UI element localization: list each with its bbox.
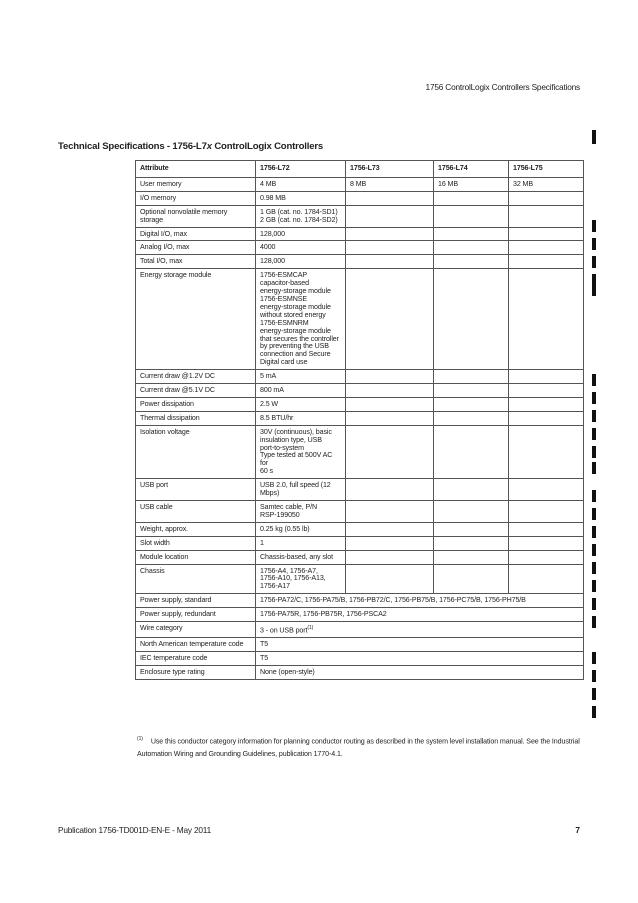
change-bar <box>592 220 596 232</box>
table-row <box>136 177 584 191</box>
row-attribute: Thermal dissipation <box>136 411 256 425</box>
row-value-v75 <box>509 191 584 205</box>
change-bar <box>592 392 596 404</box>
row-attribute: Power supply, standard <box>136 594 256 608</box>
row-value-text: T5 <box>260 640 269 649</box>
page-number: 7 <box>575 825 580 835</box>
row-value-v74 <box>434 501 509 523</box>
row-attribute: Module location <box>136 550 256 564</box>
header-l72: 1756-L72 <box>256 161 346 178</box>
row-value-v75 <box>509 522 584 536</box>
row-value-all <box>256 594 584 608</box>
row-value-v72: 0.25 kg (0.55 lb) <box>256 522 346 536</box>
row-value-text: 1756-PA75R, 1756-PB75R, 1756-PSCA2 <box>260 610 387 619</box>
table-header-row <box>136 161 584 178</box>
row-value-v73 <box>346 411 434 425</box>
row-value-v74 <box>434 191 509 205</box>
footnote <box>137 733 587 760</box>
row-attribute: IEC temperature code <box>136 652 256 666</box>
table-row <box>136 370 584 384</box>
table-row <box>136 666 584 680</box>
row-value-v75 <box>509 501 584 523</box>
change-bar <box>592 508 596 520</box>
row-value-v73 <box>346 191 434 205</box>
row-value-v73 <box>346 564 434 594</box>
row-value-v75 <box>509 241 584 255</box>
row-value-v74 <box>434 550 509 564</box>
table-row <box>136 550 584 564</box>
table-row <box>136 411 584 425</box>
table-row <box>136 522 584 536</box>
row-value-all <box>256 608 584 622</box>
row-attribute: Current draw @1.2V DC <box>136 370 256 384</box>
row-value-v72: Chassis-based, any slot <box>256 550 346 564</box>
change-bar <box>592 490 596 502</box>
row-attribute: Digital I/O, max <box>136 227 256 241</box>
change-bar <box>592 688 596 700</box>
specifications-table <box>135 160 584 680</box>
row-value-v75 <box>509 564 584 594</box>
row-value-v72: 8.5 BTU/hr <box>256 411 346 425</box>
row-value-v74 <box>434 205 509 227</box>
row-attribute: I/O memory <box>136 191 256 205</box>
row-value-v73 <box>346 384 434 398</box>
change-bar <box>592 446 596 458</box>
change-bar <box>592 598 596 610</box>
row-value-v75 <box>509 479 584 501</box>
row-value-v73 <box>346 550 434 564</box>
row-value-v74 <box>434 255 509 269</box>
running-header: 1756 ControlLogix Controllers Specifications <box>425 82 580 92</box>
row-value-v75 <box>509 384 584 398</box>
table-row <box>136 227 584 241</box>
row-value-v72: 128,000 <box>256 227 346 241</box>
row-value-v75: 32 MB <box>509 177 584 191</box>
row-value-v74 <box>434 564 509 594</box>
row-attribute: Isolation voltage <box>136 425 256 478</box>
row-value-v75 <box>509 205 584 227</box>
row-value-text: None (open-style) <box>260 668 315 677</box>
header-l75: 1756-L75 <box>509 161 584 178</box>
change-bar <box>592 374 596 386</box>
change-bar <box>592 284 596 296</box>
change-bar <box>592 462 596 474</box>
change-bar <box>592 256 596 268</box>
row-value-all <box>256 622 584 638</box>
row-attribute: Energy storage module <box>136 269 256 370</box>
row-value-v72: 1 GB (cat. no. 1784-SD1) 2 GB (cat. no. 1784-SD2) <box>256 205 346 227</box>
row-value-v74 <box>434 269 509 370</box>
table-row <box>136 241 584 255</box>
row-value-v72: 4 MB <box>256 177 346 191</box>
row-attribute: Weight, approx. <box>136 522 256 536</box>
row-value-v72: 4000 <box>256 241 346 255</box>
row-value-v74: 16 MB <box>434 177 509 191</box>
row-value-v73 <box>346 536 434 550</box>
header-l73: 1756-L73 <box>346 161 434 178</box>
row-value-v72: 1756-ESMCAP capacitor-based energy-storage module 1756-ESMNSE energy-storage module without stored energy 1756-ESMNRM energy-storage module that secures the controller by preventing the USB connection and Secure Digital card use <box>256 269 346 370</box>
table-row <box>136 594 584 608</box>
row-value-text: 1756-PA72/C, 1756-PA75/B, 1756-PB72/C, 1756-PB75/B, 1756-PC75/B, 1756-PH75/B <box>260 596 526 605</box>
row-attribute: Optional nonvolatile memory storage <box>136 205 256 227</box>
change-bar <box>592 580 596 592</box>
row-attribute: Slot width <box>136 536 256 550</box>
row-attribute: Wire category <box>136 622 256 638</box>
table-row <box>136 622 584 638</box>
row-value-v75 <box>509 397 584 411</box>
row-value-v74 <box>434 384 509 398</box>
row-value-v73 <box>346 522 434 536</box>
row-attribute: Power supply, redundant <box>136 608 256 622</box>
change-bar <box>592 428 596 440</box>
row-value-v75 <box>509 425 584 478</box>
row-value-v73 <box>346 205 434 227</box>
row-value-text: 3 - on USB port <box>260 626 308 635</box>
row-value-v73 <box>346 370 434 384</box>
table-row <box>136 652 584 666</box>
row-value-v75 <box>509 536 584 550</box>
row-value-v73: 8 MB <box>346 177 434 191</box>
table-row <box>136 397 584 411</box>
row-value-v73 <box>346 227 434 241</box>
table-row <box>136 638 584 652</box>
change-bar <box>592 670 596 682</box>
row-value-all <box>256 666 584 680</box>
table-row <box>136 191 584 205</box>
row-value-v74 <box>434 536 509 550</box>
row-value-v74 <box>434 397 509 411</box>
header-attribute: Attribute <box>136 161 256 178</box>
row-value-v73 <box>346 255 434 269</box>
title-italic-x: x <box>206 141 212 152</box>
table-row <box>136 608 584 622</box>
row-value-all <box>256 638 584 652</box>
table-row <box>136 384 584 398</box>
row-value-v72: USB 2.0, full speed (12 Mbps) <box>256 479 346 501</box>
row-value-v73 <box>346 501 434 523</box>
change-bar <box>592 706 596 718</box>
row-value-v72: 2.5 W <box>256 397 346 411</box>
table-row <box>136 479 584 501</box>
change-bar <box>592 544 596 556</box>
row-value-v72: 128,000 <box>256 255 346 269</box>
row-value-v72: 800 mA <box>256 384 346 398</box>
row-value-v73 <box>346 241 434 255</box>
row-value-v72: Samtec cable, P/N RSP-199050 <box>256 501 346 523</box>
row-value-v75 <box>509 370 584 384</box>
row-value-v73 <box>346 479 434 501</box>
row-attribute: Total I/O, max <box>136 255 256 269</box>
change-bar <box>592 562 596 574</box>
row-value-all <box>256 652 584 666</box>
row-value-v72: 1756-A4, 1756-A7, 1756-A10, 1756-A13, 1756-A17 <box>256 564 346 594</box>
row-value-v73 <box>346 397 434 411</box>
table-row <box>136 425 584 478</box>
footnote-reference: (1) <box>307 625 314 632</box>
change-bar <box>592 652 596 664</box>
row-value-v74 <box>434 479 509 501</box>
row-value-v75 <box>509 269 584 370</box>
table-row <box>136 536 584 550</box>
row-attribute: User memory <box>136 177 256 191</box>
row-attribute: Current draw @5.1V DC <box>136 384 256 398</box>
row-value-v74 <box>434 411 509 425</box>
change-bar <box>592 526 596 538</box>
row-value-v72: 1 <box>256 536 346 550</box>
table-row <box>136 255 584 269</box>
table-row <box>136 501 584 523</box>
section-title <box>58 141 323 152</box>
row-value-v74 <box>434 241 509 255</box>
change-bar <box>592 130 596 144</box>
row-value-v72: 5 mA <box>256 370 346 384</box>
row-value-v75 <box>509 255 584 269</box>
footnote-text: Use this conductor category information for planning conductor routing as described in the system level installation manual. See the Industrial Automation Wiring and Grounding Guidelines, publication 1770-4.1. <box>137 737 580 758</box>
row-value-v74 <box>434 370 509 384</box>
row-value-v75 <box>509 550 584 564</box>
row-attribute: Enclosure type rating <box>136 666 256 680</box>
table-row <box>136 205 584 227</box>
change-bar <box>592 616 596 628</box>
row-value-v72: 0.98 MB <box>256 191 346 205</box>
row-attribute: Chassis <box>136 564 256 594</box>
row-value-v73 <box>346 425 434 478</box>
table-row <box>136 564 584 594</box>
row-attribute: USB cable <box>136 501 256 523</box>
row-attribute: Analog I/O, max <box>136 241 256 255</box>
row-value-v75 <box>509 227 584 241</box>
publication-footer: Publication 1756-TD001D-EN-E - May 2011 <box>58 825 211 835</box>
header-l74: 1756-L74 <box>434 161 509 178</box>
footnote-marker: (1) <box>137 736 143 742</box>
row-value-v75 <box>509 411 584 425</box>
row-attribute: USB port <box>136 479 256 501</box>
row-value-v74 <box>434 425 509 478</box>
table-row <box>136 269 584 370</box>
row-value-v73 <box>346 269 434 370</box>
title-suffix: ControlLogix Controllers <box>211 141 324 152</box>
row-attribute: Power dissipation <box>136 397 256 411</box>
row-value-v72: 30V (continuous), basic insulation type, USB port-to-system Type tested at 500V AC for 60 s <box>256 425 346 478</box>
row-value-v74 <box>434 227 509 241</box>
row-attribute: North American temperature code <box>136 638 256 652</box>
row-value-v74 <box>434 522 509 536</box>
row-value-text: T5 <box>260 654 269 663</box>
change-bar <box>592 238 596 250</box>
change-bar <box>592 410 596 422</box>
title-prefix: Technical Specifications - 1756-L7 <box>58 141 207 152</box>
